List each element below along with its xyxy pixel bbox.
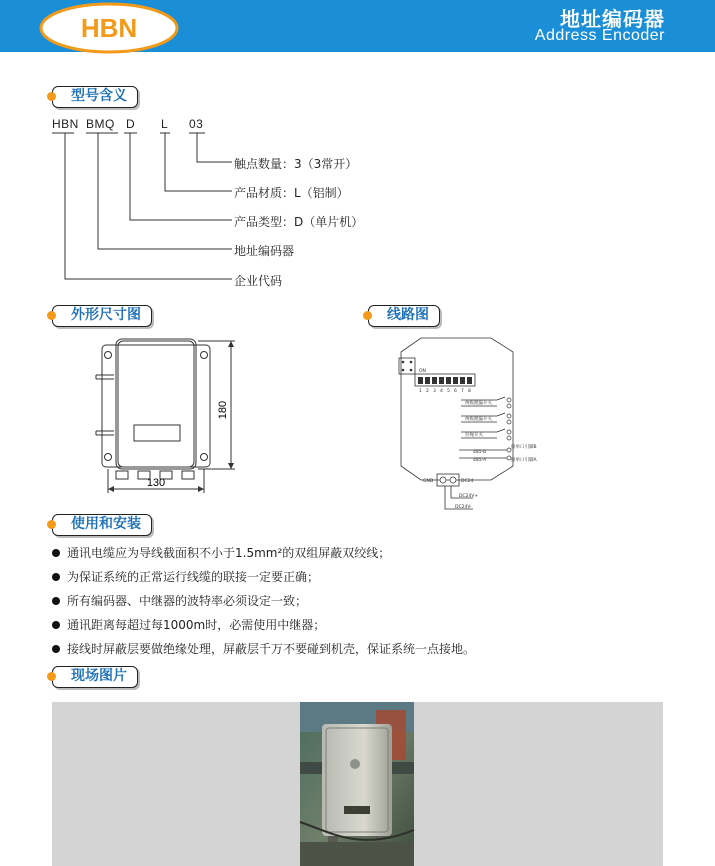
section-usage-heading: 使用和安装 xyxy=(52,514,152,536)
model-part-encoder: BMQ xyxy=(86,117,115,131)
section-model-heading: 型号含义 xyxy=(52,86,138,108)
dip-number-3: 3 xyxy=(433,389,436,394)
bullet-dot-icon xyxy=(363,311,372,320)
section-dimensions-heading: 外形尺寸图 xyxy=(52,305,152,327)
dip-number-4: 4 xyxy=(440,389,443,394)
bullet-dot-icon xyxy=(47,311,56,320)
usage-notes-list xyxy=(52,545,672,665)
model-part-material: L xyxy=(161,117,169,131)
dip-number-5: 5 xyxy=(447,389,450,394)
dip-number-8: 8 xyxy=(468,389,471,394)
list-item: 所有编码器、中继器的波特率必须设定一致； xyxy=(52,593,672,617)
gnd-label: GND xyxy=(423,479,434,484)
model-part-type: D xyxy=(126,117,136,131)
bus-label-b: 485-B xyxy=(473,450,487,455)
list-item: 通讯距离每超过每1000m时，必需使用中继器； xyxy=(52,617,672,641)
section-wiring-heading: 线路图 xyxy=(368,305,440,327)
dimension-width-label: 130 xyxy=(146,477,166,489)
wiring-diagram xyxy=(393,334,537,510)
bullet-dot-icon xyxy=(47,520,56,529)
switch-label-2: 两级跑偏开关 xyxy=(465,417,492,422)
model-definition-product: 地址编码器 xyxy=(234,244,295,258)
dimension-height-label: 180 xyxy=(217,400,229,420)
site-photo xyxy=(300,702,414,866)
dc24v-plus-label: DC24V+ xyxy=(459,494,479,499)
model-code-leader-lines xyxy=(0,0,715,300)
dc24-label: DC24 xyxy=(461,479,474,484)
model-definition-type: 产品类型：D（单片机） xyxy=(234,215,364,229)
dip-number-2: 2 xyxy=(426,389,429,394)
model-part-contacts: 03 xyxy=(189,117,204,131)
model-part-company: HBN xyxy=(52,117,79,131)
model-definition-company: 企业代码 xyxy=(234,274,283,288)
switch-label-1: 两级跑偏开关 xyxy=(465,401,492,406)
dc24v-minus-label: DC24V- xyxy=(455,505,472,510)
list-item: 通讯电缆应为导线截面积不小于1.5mm²的双组屏蔽双绞线； xyxy=(52,545,672,569)
model-definition-contacts: 触点数量：3（3常开） xyxy=(234,157,358,171)
bus-label-a: 485-A xyxy=(473,458,487,463)
enclosure-dimension-drawing xyxy=(90,335,250,500)
page-title-en: Address Encoder xyxy=(534,27,665,44)
bus-note-a: 接单口引脚A xyxy=(511,458,537,463)
switch-label-3: 拉绳开关 xyxy=(465,433,483,438)
dip-number-6: 6 xyxy=(454,389,457,394)
bus-note-b: 接单口引脚B xyxy=(511,445,537,450)
page-title-cn: 地址编码器 xyxy=(560,7,665,31)
list-item: 为保证系统的正常运行线缆的联接一定要正确； xyxy=(52,569,672,593)
dip-number-1: 1 xyxy=(419,389,422,394)
bullet-dot-icon xyxy=(47,672,56,681)
model-definition-material: 产品材质：L（铝制） xyxy=(234,186,349,200)
dip-on-label: ON xyxy=(419,369,426,374)
list-item: 接线时屏蔽层要做绝缘处理，屏蔽层千万不要碰到机壳，保证系统一点接地。 xyxy=(52,641,672,665)
svg-text:HBN: HBN xyxy=(80,13,138,43)
section-photo-heading: 现场图片 xyxy=(52,666,138,688)
dip-number-7: 7 xyxy=(461,389,464,394)
